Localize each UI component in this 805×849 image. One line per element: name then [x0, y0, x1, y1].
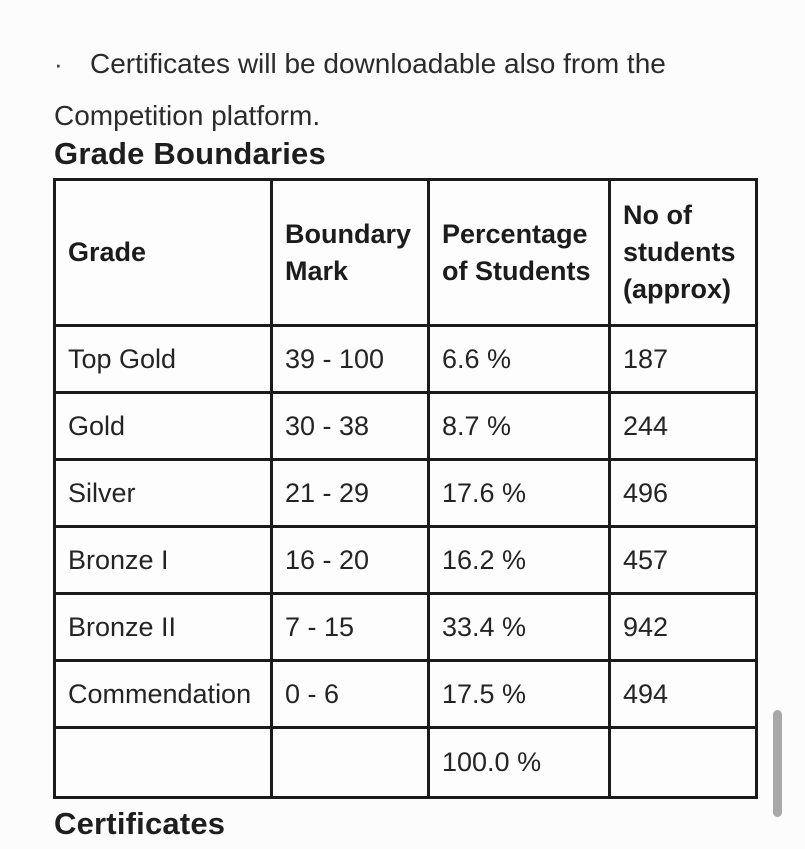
cell-percentage: 8.7 % — [429, 393, 610, 460]
table-row — [55, 527, 757, 594]
cell-boundary-mark: 39 - 100 — [272, 326, 429, 393]
cell-boundary-mark: 21 - 29 — [272, 460, 429, 527]
cell-percentage: 16.2 % — [429, 527, 610, 594]
cell-grade — [55, 728, 272, 798]
cell-boundary-mark: 30 - 38 — [272, 393, 429, 460]
bullet-marker: · — [54, 49, 63, 79]
cell-percentage: 17.6 % — [429, 460, 610, 527]
cell-grade: Commendation — [55, 661, 272, 728]
bullet-text-line1: Certificates will be downloadable also from the — [90, 48, 666, 79]
cell-grade: Silver — [55, 460, 272, 527]
cell-percentage: 6.6 % — [429, 326, 610, 393]
bullet-line-1 — [54, 38, 764, 90]
certificates-heading: Certificates — [54, 806, 226, 841]
header-boundary-mark: Boundary Mark — [272, 180, 429, 326]
table-row-total — [55, 728, 757, 798]
cell-percentage-total: 100.0 % — [429, 728, 610, 798]
header-no-of-students: No of students (approx) — [610, 180, 757, 326]
cell-boundary-mark: 7 - 15 — [272, 594, 429, 661]
cell-boundary-mark: 16 - 20 — [272, 527, 429, 594]
table-row — [55, 594, 757, 661]
cell-boundary-mark — [272, 728, 429, 798]
header-grade: Grade — [55, 180, 272, 326]
cell-percentage: 33.4 % — [429, 594, 610, 661]
cell-grade: Bronze I — [55, 527, 272, 594]
cell-grade: Top Gold — [55, 326, 272, 393]
header-percentage-of-students: Percentage of Students — [429, 180, 610, 326]
table-row — [55, 661, 757, 728]
grade-boundaries-table — [53, 178, 758, 799]
bullet-line-2: Competition platform. — [54, 100, 321, 131]
scrollbar-thumb[interactable] — [773, 710, 782, 817]
table-header-row — [55, 180, 757, 326]
cell-students: 187 — [610, 326, 757, 393]
cell-students: 457 — [610, 527, 757, 594]
table-row — [55, 393, 757, 460]
cell-students: 496 — [610, 460, 757, 527]
bullet-paragraph — [54, 38, 764, 141]
grade-boundaries-heading: Grade Boundaries — [54, 136, 326, 171]
cell-grade: Gold — [55, 393, 272, 460]
table-row — [55, 326, 757, 393]
cell-students: 244 — [610, 393, 757, 460]
cell-boundary-mark: 0 - 6 — [272, 661, 429, 728]
cell-grade: Bronze II — [55, 594, 272, 661]
table-row — [55, 460, 757, 527]
cell-students: 942 — [610, 594, 757, 661]
cell-students — [610, 728, 757, 798]
cell-students: 494 — [610, 661, 757, 728]
cell-percentage: 17.5 % — [429, 661, 610, 728]
